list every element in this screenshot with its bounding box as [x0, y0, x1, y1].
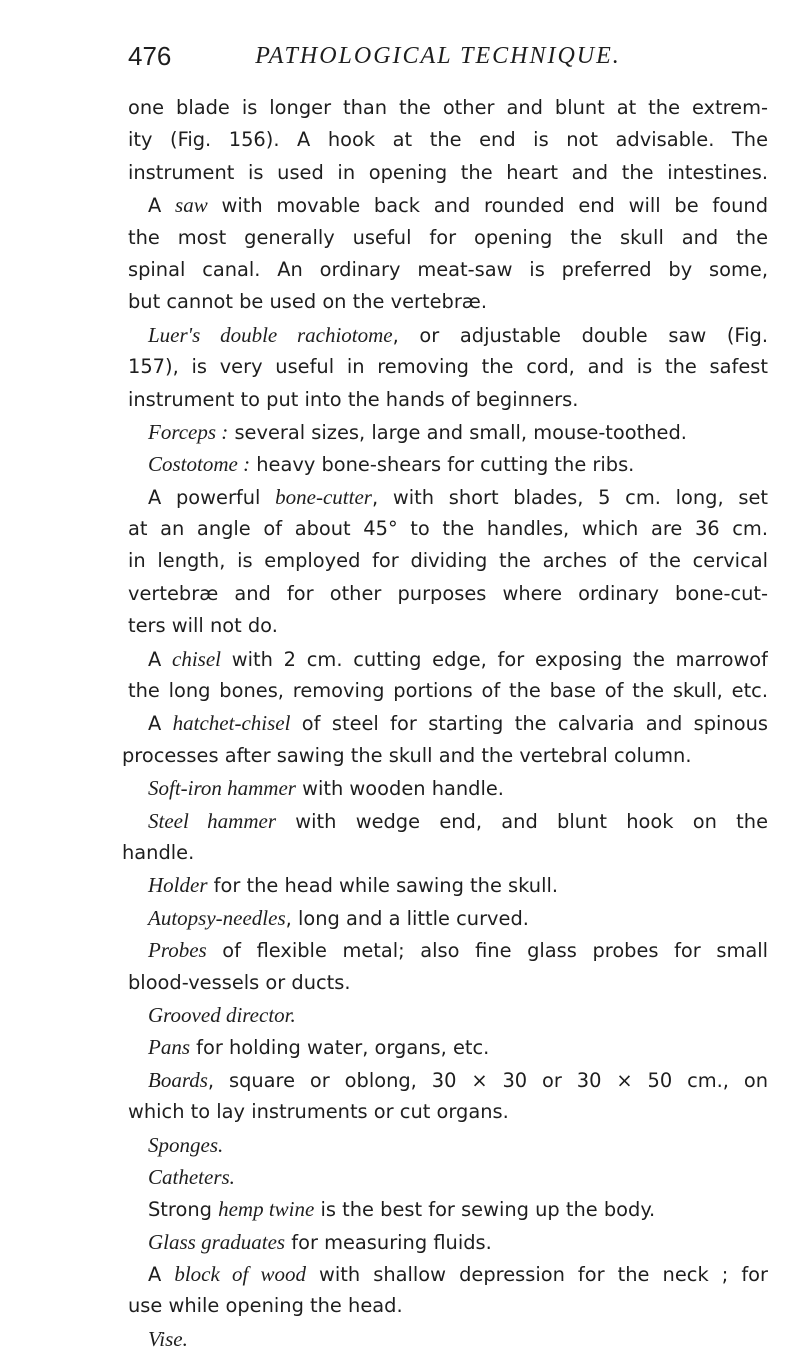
- text-line: [128, 902, 768, 934]
- text-line: [128, 643, 768, 675]
- text-line: [128, 416, 768, 448]
- text-segment: the most generally useful for opening the skull and the: [128, 225, 768, 249]
- text-line: [128, 189, 768, 221]
- text-line: [128, 513, 768, 545]
- text-segment: instrument to put into the hands of beginners.: [128, 387, 579, 411]
- text-line: [128, 967, 768, 999]
- text-line: [128, 448, 768, 480]
- text-segment: use while opening the head.: [128, 1294, 403, 1318]
- text-segment: vertebræ and for other purposes where ordinary bone-cut-: [128, 581, 768, 605]
- text-segment: is the best for sewing up the body.: [314, 1198, 656, 1222]
- italic-term: Sponges.: [148, 1132, 224, 1157]
- text-line: [128, 1064, 768, 1096]
- italic-term: hemp twine: [218, 1197, 315, 1222]
- page-number: 476: [128, 41, 172, 71]
- italic-term: Steel hammer: [148, 808, 277, 833]
- text-line: [128, 805, 768, 837]
- text-line: [128, 384, 768, 416]
- text-segment: heavy bone-shears for cutting the ribs.: [250, 453, 635, 477]
- text-line: [128, 319, 768, 351]
- text-line: [128, 124, 768, 156]
- italic-term: Soft-iron hammer: [148, 776, 296, 801]
- text-segment: A powerful: [148, 485, 276, 509]
- text-line: [128, 1226, 768, 1258]
- text-line: [128, 157, 768, 189]
- italic-term: Autopsy-needles: [148, 905, 286, 930]
- text-segment: of flexible metal; also fine glass probes for small: [206, 939, 768, 963]
- text-line: [128, 578, 768, 610]
- text-segment: with wedge end, and blunt hook on the: [276, 809, 768, 833]
- text-line: [128, 481, 768, 513]
- text-segment: with shallow depression for the neck ; for: [305, 1263, 768, 1287]
- text-segment: ity (Fig. 156). A hook at the end is not advisable. The: [128, 128, 768, 152]
- text-segment: which to lay instruments or cut organs.: [128, 1100, 509, 1124]
- text-line: [128, 222, 768, 254]
- text-segment: for holding water, organs, etc.: [190, 1036, 490, 1060]
- italic-term: block of wood: [174, 1262, 306, 1287]
- text-segment: A: [148, 647, 173, 671]
- italic-term: Costotome :: [148, 452, 251, 477]
- text-line: [128, 351, 768, 383]
- italic-term: Pans: [148, 1035, 190, 1060]
- text-line: [128, 999, 768, 1031]
- text-line: [122, 740, 768, 772]
- text-segment: several sizes, large and small, mouse-toothed.: [228, 420, 687, 444]
- text-line: [122, 837, 768, 869]
- text-line: [128, 254, 768, 286]
- text-segment: processes after sawing the skull and the vertebral column.: [122, 743, 692, 767]
- text-segment: 157), is very useful in removing the cord, and is the safest: [128, 355, 768, 379]
- text-line: [128, 1323, 768, 1355]
- text-segment: instrument is used in opening the heart and the intestines.: [128, 160, 768, 184]
- text-segment: , or adjustable double saw (Fig.: [392, 323, 768, 347]
- text-segment: one blade is longer than the other and blunt at the extrem-: [128, 96, 768, 119]
- italic-term: saw: [175, 193, 208, 218]
- italic-term: Holder: [148, 873, 208, 898]
- italic-term: Grooved director.: [148, 1002, 296, 1027]
- italic-term: Vise.: [148, 1326, 188, 1351]
- text-line: [128, 1031, 768, 1063]
- italic-term: Probes: [148, 938, 207, 963]
- text-line: [128, 92, 768, 124]
- text-segment: Strong: [148, 1198, 219, 1222]
- text-line: [128, 1129, 768, 1161]
- text-segment: , square or oblong, 30 × 30 or 30 × 50 cm., on: [207, 1068, 768, 1092]
- text-line: [128, 772, 768, 804]
- text-segment: the long bones, removing portions of the base of the skull, etc.: [128, 679, 768, 703]
- text-segment: of steel for starting the calvaria and spinous: [290, 712, 768, 736]
- italic-term: bone-cutter: [275, 484, 372, 509]
- italic-term: hatchet-chisel: [172, 711, 291, 736]
- text-segment: in length, is employed for dividing the arches of the cervical: [128, 549, 768, 573]
- page-header: [128, 38, 688, 74]
- text-segment: for the head while sawing the skull.: [207, 874, 559, 898]
- text-line: [128, 869, 768, 901]
- text-segment: but cannot be used on the vertebræ.: [128, 290, 488, 314]
- text-segment: A: [148, 1263, 175, 1287]
- italic-term: Boards: [148, 1067, 208, 1092]
- italic-term: Forceps :: [148, 419, 229, 444]
- text-segment: blood-vessels or ducts.: [128, 970, 351, 994]
- text-segment: at an angle of about 45° to the handles, which are 36 cm.: [128, 517, 768, 541]
- text-line: [128, 675, 768, 707]
- text-segment: A: [148, 194, 176, 218]
- text-line: [128, 1193, 768, 1225]
- running-head: PATHOLOGICAL TECHNIQUE.: [255, 43, 621, 69]
- text-segment: ters will not do.: [128, 614, 278, 638]
- text-line: [128, 934, 768, 966]
- text-line: [128, 707, 768, 739]
- text-line: [128, 1258, 768, 1290]
- text-line: [128, 610, 768, 642]
- text-line: [128, 1290, 768, 1322]
- italic-term: chisel: [172, 646, 222, 671]
- text-segment: handle.: [122, 840, 195, 864]
- text-segment: with wooden handle.: [295, 777, 504, 801]
- italic-term: Glass graduates: [148, 1229, 286, 1254]
- text-segment: for measuring fluids.: [285, 1230, 492, 1254]
- text-line: [128, 1096, 768, 1128]
- text-segment: spinal canal. An ordinary meat-saw is preferred by some,: [128, 257, 768, 281]
- text-segment: A: [148, 712, 173, 736]
- text-segment: , long and a little curved.: [285, 906, 529, 930]
- text-line: [128, 545, 768, 577]
- body-text: [122, 92, 768, 1355]
- text-segment: with movable back and rounded end will be found: [207, 194, 768, 218]
- text-segment: , with short blades, 5 cm. long, set: [371, 485, 768, 509]
- italic-term: Luer's double rachiotome: [148, 322, 393, 347]
- italic-term: Catheters.: [148, 1164, 235, 1189]
- text-segment: with 2 cm. cutting edge, for exposing the marrowof: [221, 647, 768, 671]
- text-line: [128, 1161, 768, 1193]
- text-line: [128, 286, 768, 318]
